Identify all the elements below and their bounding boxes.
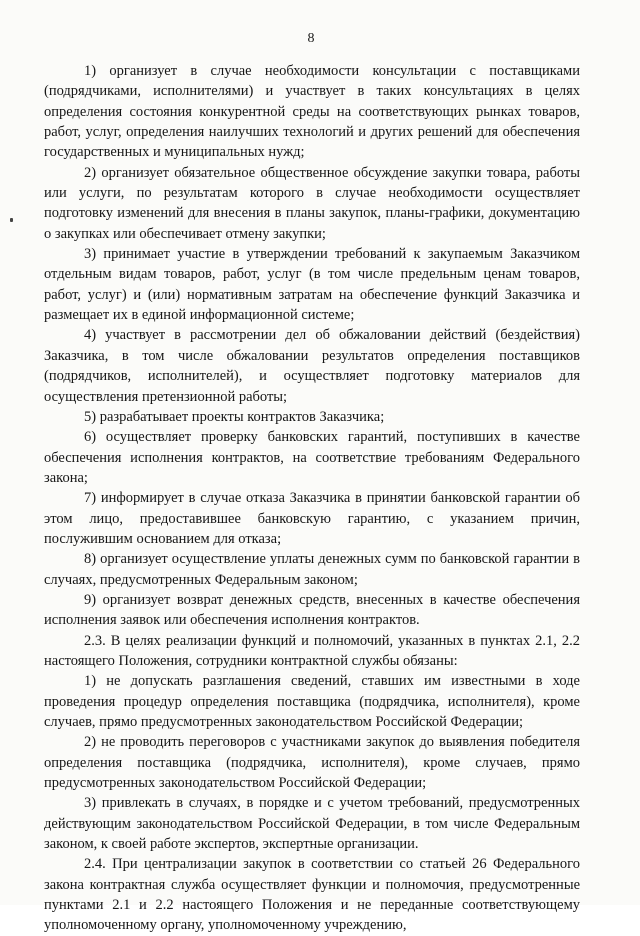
paragraph-duty-4: 4) участвует в рассмотрении дел об обжаловании действий (бездействия) Заказчика, в том числе обжаловании результатов определения поставщиков (подрядчиков, исполнителей), и осуществляет подготовку материалов для осуществления претензионной работы; xyxy=(44,327,580,405)
paragraph-section-2-4: 2.4. При централизации закупок в соответствии со статьей 26 Федерального закона контрактная служба осуществляет функции и полномочия, предусмотренные пунктами 2.1 и 2.2 настоящего Положения и не переданные соответствующему уполномоченному органу, уполномоченному учреждению, xyxy=(44,856,580,934)
document-body xyxy=(44,61,580,936)
paragraph-duty-6: 6) осуществляет проверку банковских гарантий, поступивших в качестве обеспечения исполнения контрактов, на соответствие требованиям Федерального закона; xyxy=(44,429,580,486)
paragraph-duty-5: 5) разрабатывает проекты контрактов Заказчика; xyxy=(84,408,385,425)
scan-artifact-mark xyxy=(10,218,13,222)
paragraph-duty-3: 3) принимает участие в утверждении требований к закупаемым Заказчиком отдельным видам товаров, работ, услуг (в том числе предельным ценам товаров, работ, услуг) и (или) нормативным затратам на обеспечение функций Заказчика и размещает их в единой информационной системе; xyxy=(44,246,580,324)
paragraph-obligation-3: 3) привлекать в случаях, в порядке и с учетом требований, предусмотренных действующим законодательством Российской Федерации, в том числе Федеральным законом, к своей работе экспертов, экспертные организации. xyxy=(44,795,580,853)
paragraph-duty-2: 2) организует обязательное общественное обсуждение закупки товара, работы или услуги, по результатам которого в случае необходимости осуществляет подготовку изменений для внесения в планы закупок, планы-графики, документацию о закупках или обеспечивает отмену закупки; xyxy=(44,164,580,242)
paragraph-duty-7: 7) информирует в случае отказа Заказчика в принятии банковской гарантии об этом лицо, предоставившее банковскую гарантию, с указанием причин, послужившим основанием для отказа; xyxy=(44,490,580,547)
paragraph-duty-9: 9) организует возврат денежных средств, внесенных в качестве обеспечения исполнения заявок или обеспечения исполнения контрактов. xyxy=(44,591,580,629)
paragraph-obligation-1: 1) не допускать разглашения сведений, ставших им известными в ходе проведения процедур определения поставщика (подрядчика, исполнителя), кроме случаев, прямо предусмотренных законодательством Российской Федерации; xyxy=(44,673,580,730)
paragraph-obligation-2: 2) не проводить переговоров с участниками закупок до выявления победителя определения поставщика (подрядчика, исполнителя), кроме случаев, прямо предусмотренных законодательством Российской Федерации; xyxy=(44,734,580,792)
paragraph-section-2-3: 2.3. В целях реализации функций и полномочий, указанных в пунктах 2.1, 2.2 настоящего Положения, сотрудники контрактной службы обязаны: xyxy=(44,632,580,669)
paragraph-duty-8: 8) организует осуществление уплаты денежных сумм по банковской гарантии в случаях, предусмотренных Федеральным законом; xyxy=(44,551,580,588)
paragraph-duty-1: 1) организует в случае необходимости консультации с поставщиками (подрядчиками, исполнителями) и участвует в таких консультациях в целях определения состояния конкурентной среды на соответствующих рынках товаров, работ, услуг, определения наилучших технологий и других решений для обеспечения государственных и муниципальных нужд; xyxy=(44,63,580,161)
page-number: 8 xyxy=(307,31,315,46)
